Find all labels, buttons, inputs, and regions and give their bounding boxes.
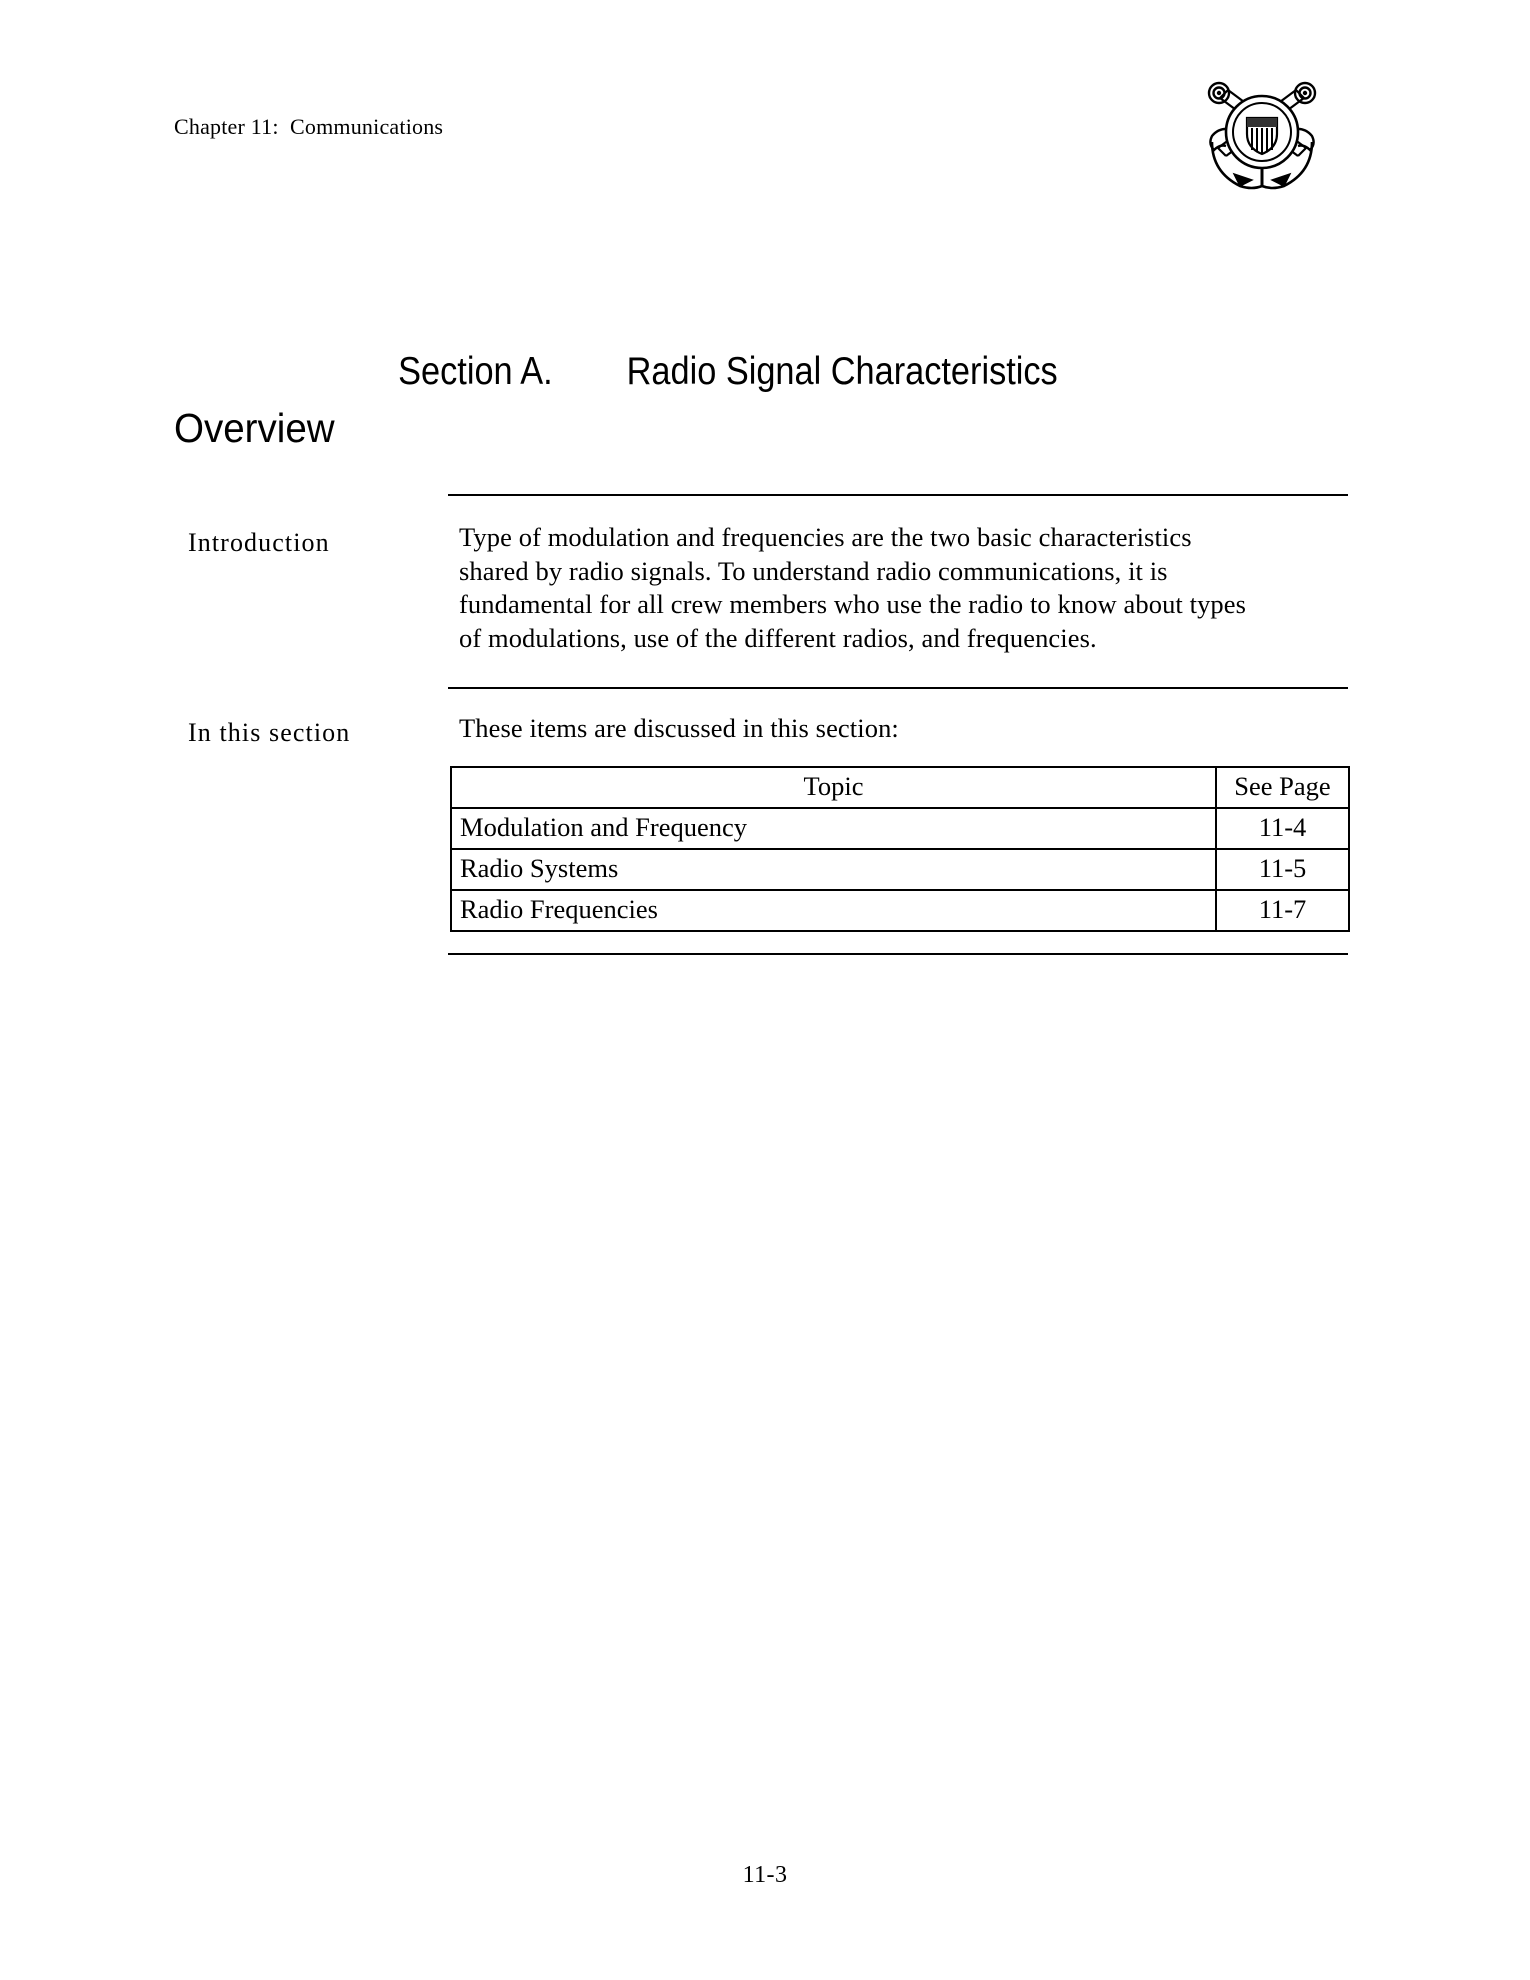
- column-header-topic: Topic: [451, 767, 1216, 808]
- table-header-row: [451, 767, 1349, 808]
- horizontal-rule-middle: [448, 687, 1348, 689]
- introduction-line-2: shared by radio signals. To understand radio communications, it is: [459, 555, 1168, 586]
- topic-table: [450, 766, 1350, 932]
- in-this-section-lead: These items are discussed in this section:: [459, 713, 899, 743]
- section-label: Section A.: [398, 349, 553, 393]
- table-cell-page: 11-4: [1216, 808, 1349, 849]
- running-header: Chapter 11: Communications: [174, 114, 444, 139]
- table-cell-page: 11-5: [1216, 849, 1349, 890]
- table-row: [451, 890, 1349, 931]
- table-cell-topic: Modulation and Frequency: [451, 808, 1216, 849]
- in-this-section-label: In this section: [188, 718, 351, 747]
- introduction-body: [459, 521, 1349, 655]
- introduction-line-4: of modulations, use of the different radios, and frequencies.: [459, 622, 1097, 653]
- horizontal-rule-bottom: [448, 953, 1348, 955]
- introduction-label: Introduction: [188, 528, 330, 557]
- column-header-see-page: See Page: [1216, 767, 1349, 808]
- section-title: [360, 308, 1058, 437]
- us-coast-guard-emblem: [1194, 68, 1330, 198]
- page-number: 11-3: [742, 1862, 788, 1888]
- table-row: [451, 849, 1349, 890]
- section-title-text: Radio Signal Characteristics: [626, 349, 1058, 393]
- table-row: [451, 808, 1349, 849]
- overview-heading: Overview: [174, 405, 335, 451]
- horizontal-rule-top: [448, 494, 1348, 496]
- table-cell-page: 11-7: [1216, 890, 1349, 931]
- introduction-line-1: Type of modulation and frequencies are the two basic characteristics: [459, 522, 1192, 552]
- table-cell-topic: Radio Systems: [451, 849, 1216, 890]
- table-cell-topic: Radio Frequencies: [451, 890, 1216, 931]
- introduction-line-3: fundamental for all crew members who use the radio to know about types: [459, 589, 1247, 619]
